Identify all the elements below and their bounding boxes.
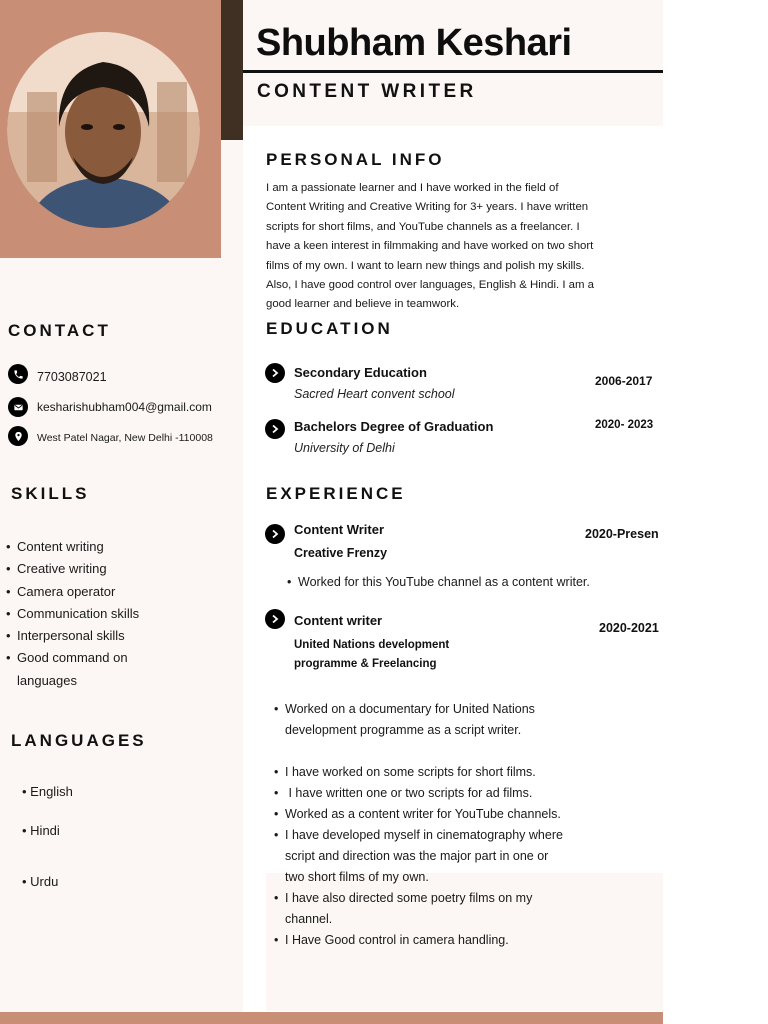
email-address[interactable]: kesharishubham004@gmail.com (37, 400, 212, 414)
language-item: • Hindi (22, 823, 60, 838)
skill-item: • Creative writing (6, 558, 206, 580)
skill-item-continued: languages (17, 672, 77, 688)
skill-item: • Interpersonal skills (6, 625, 206, 647)
header-divider (243, 70, 663, 73)
experience-bullets (274, 762, 604, 951)
profile-photo (7, 32, 200, 228)
experience-bullet (274, 762, 604, 783)
experience-organization-line: United Nations development (294, 639, 450, 651)
experience-years: 2020-Presen (585, 527, 659, 541)
personal-info-line: films of my own. I want to learn new things and polish my skills. (266, 259, 585, 272)
bullet-line: two short films of my own. (285, 870, 429, 884)
contact-heading: CONTACT (8, 321, 111, 340)
personal-info-line: Also, I have good control over languages, English & Hindi. I am a (266, 279, 594, 292)
education-school: University of Delhi (294, 441, 395, 455)
experience-bullet (274, 783, 604, 804)
bullet-line: • I have written one or two scripts for ad films. (285, 786, 533, 800)
bullet-line: • I have developed myself in cinematography where (285, 828, 563, 842)
skills-heading: SKILLS (11, 484, 90, 503)
phone-icon (8, 364, 28, 384)
footer-bar (0, 1012, 663, 1024)
experience-bullet (274, 930, 604, 951)
experience-role: Content writer (294, 613, 383, 628)
experience-bullet (274, 888, 604, 930)
language-label: English (30, 784, 73, 799)
personal-info-heading: PERSONAL INFO (266, 150, 445, 169)
experience-years: 2020-2021 (599, 621, 659, 635)
mail-icon (8, 397, 28, 417)
experience-organization: Creative Frenzy (294, 546, 388, 560)
education-years: 2020- 2023 (595, 419, 654, 431)
skill-item: • Good command on (6, 647, 206, 669)
experience-bullet: • Worked for this YouTube channel as a content writer. (287, 572, 647, 593)
language-item: • English (22, 784, 73, 799)
language-label: Urdu (30, 874, 59, 889)
skill-item: • Communication skills (6, 603, 206, 625)
experience-bullet (274, 699, 604, 741)
skill-item: • Content writing (6, 536, 206, 558)
address: West Patel Nagar, New Delhi -110008 (37, 432, 213, 444)
bullet-line: • I Have Good control in camera handling. (285, 933, 509, 947)
skill-item: • Camera operator (6, 581, 206, 603)
education-years: 2006-2017 (595, 374, 653, 388)
bullet-line: script and direction was the major part in one or (285, 849, 549, 863)
dark-accent-strip (221, 0, 243, 140)
experience-bullet (274, 825, 604, 888)
bullet-line: • I have worked on some scripts for short films. (285, 765, 536, 779)
education-school: Sacred Heart convent school (294, 387, 455, 401)
bullet-line: development programme as a script writer. (285, 723, 522, 737)
personal-info-line: I am a passionate learner and I have worked in the field of (266, 182, 559, 194)
chevron-right-icon (265, 524, 285, 544)
phone-number[interactable]: 7703087021 (37, 370, 107, 384)
language-label: Hindi (30, 823, 60, 838)
chevron-right-icon (265, 609, 285, 629)
education-degree: Secondary Education (294, 365, 427, 380)
personal-info-line: have a keen interest in filmmaking and have worked on two short (266, 240, 594, 253)
experience-bullet (274, 804, 604, 825)
experience-heading: EXPERIENCE (266, 484, 406, 503)
bullet-line: • Worked on a documentary for United Nations (285, 702, 535, 716)
experience-role: Content Writer (294, 522, 385, 537)
experience-bullets (287, 572, 647, 593)
personal-info-line: good learner and believe in teamwork. (266, 298, 460, 311)
candidate-name: Shubham Keshari (256, 22, 572, 64)
experience-organization-line: programme & Freelancing (294, 658, 437, 670)
chevron-right-icon (265, 363, 285, 383)
chevron-right-icon (265, 419, 285, 439)
bullet-line: channel. (285, 912, 333, 926)
bullet-line: • I have also directed some poetry films on my (285, 891, 533, 905)
experience-bullets (274, 699, 604, 741)
education-degree: Bachelors Degree of Graduation (294, 419, 494, 434)
education-heading: EDUCATION (266, 319, 393, 338)
languages-heading: LANGUAGES (11, 731, 147, 750)
language-item: • Urdu (22, 874, 59, 889)
personal-info-line: Content Writing and Creative Writing for 3+ years. I have written (266, 201, 589, 214)
job-title: CONTENT WRITER (257, 81, 477, 102)
experience-organization (294, 636, 449, 674)
personal-info-text (266, 179, 618, 315)
bullet-line: • Worked as a content writer for YouTube channels. (285, 807, 561, 821)
skills-list (6, 536, 206, 692)
personal-info-line: scripts for short films, and YouTube channels as a freelancer. I (266, 220, 580, 233)
location-pin-icon (8, 426, 28, 446)
